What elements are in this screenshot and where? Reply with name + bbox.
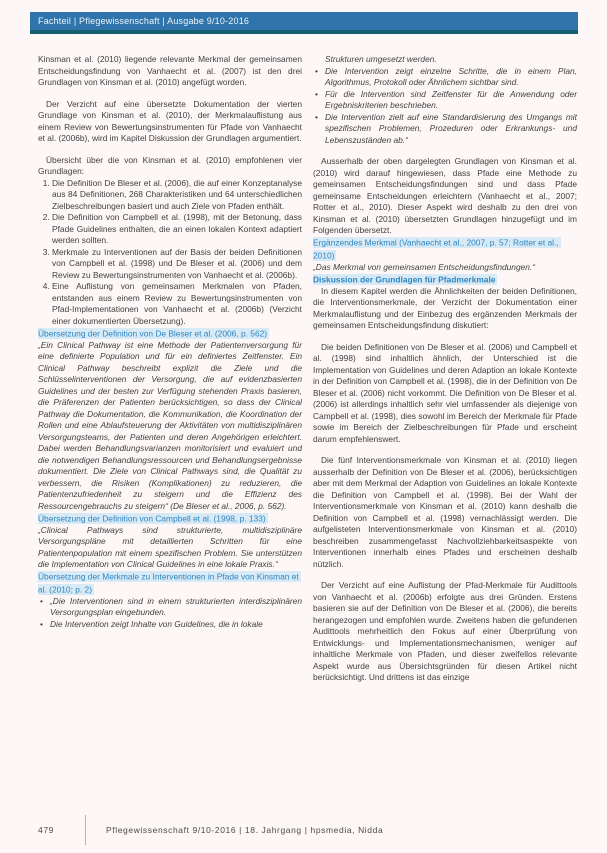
paragraph-definitionen: Die beiden Definitionen von De Bleser et al. (2006) und Campbell et al. (1998) sind inhaltlich ähnlich, der Unterschied ist die Implementation von Guidelines und deren Adaption an lokale Kontexte in der Definition von Campbell et al. (1998), die in der Definition von De Bleser et al. (2006) nicht vorkommt. Die Definition von De Bleser et al. (2006) ist allerdings inhaltlich sehr viel umfassender als diejenige von Campbell et al. (1998), dies sowohl im Bereich der Merkmale für Pfade sowie im Bereich der Zielbeschreibungen für Pfade und erscheint darum empfehlenswert. [313,341,577,444]
paragraph-continuation: Kinsman et al. (2010) liegende relevante Merkmal der gemeinsamen Entscheidungsfindung von Vanhaecht et al. (2007) ist den drei Grundlagen von Kinsman et al. (2010) angefügt worden. [38,54,302,87]
list-intro: Übersicht über die von Kinsman et al. (2010) empfohlenen vier Grundlagen: [38,154,302,176]
header-breadcrumb: Fachteil | Pflegewissenschaft | Ausgabe 9/10-2016 [38,16,250,26]
paragraph-verzicht: Der Verzicht auf eine übersetzte Dokumentation der vierten Grundlage von Kinsman et al. (2010), der Merkmalauflistung aus einem Review von Bewertungsinstrumenten für Pfade von Vanhaecht et al. (2006b), wird im Kapitel Diskussion der Grundlagen argumentiert. [38,98,302,143]
page-footer [38,815,578,845]
right-column [313,54,577,802]
quote-debleser: „Ein Clinical Pathway ist eine Methode der Patientenversorgung für eine definierte Population und für ein definiertes Zeitfenster. Ein Clinical Pathway beschreibt explizit die Ziele und die Schlüsselinterventionen der Versorgung, die auf evidenzbasierten Guidelines und der besten zur Verfügung stehenden Praxis basieren, die Präferenzen der Patienten berücksichtigen, so dass der Clinical Pathway die Dokumentation, die Kommunikation, die Koordination der Rollen und eine Ablaufsteuerung der Aktivitäten von multidisziplinären Versorgungsteams, der Patienten und deren Angehörigen erleichtert. Dabei werden Behandlungsvarianzen monitorisiert und evaluiert und die notwendigen Behandlungsressourcen und Behandlungsergebnisse dokumentiert. Die Ziele von Clinical Pathways sind, die Qualität zu verbessern, die Risiken (Komplikationen) zu reduzieren, die Patientenzufriedenheit zu steigern und die Effizienz des Ressourcengebrauchs zu steigern“ (De Bleser et al., 2006, p. 562). [38,339,302,511]
bullet-item: • Die Intervention zeigt einzelne Schritte, die in einem Plan, Algorithmus, Protokoll oder Ähnlichem sichtbar sind. [325,66,577,89]
heading-ergaenzendes-merkmal: Ergänzendes Merkmal (Vanhaecht et al., 2007, p. 57; Rotter et al., 2010) [313,237,559,260]
paragraph-kapitel: In diesem Kapitel werden die Ähnlichkeiten der beiden Definitionen, die Interventionsmerkmale, der Verzicht der Dokumentation einer Merkmalauflistung und der Einbezug des ergänzenden Merkmals der gemeinsamen Entscheidungsfindung diskutiert: [313,285,577,330]
grundlagen-list [38,178,302,328]
list-item: 3. Merkmale zu Interventionen auf der Basis der beiden Definitionen von Campbell et al. (1998) und De Bleser et al. (2006) und dem Review zu Bewertungsinstrumenten von Vanhaecht et al. (2006b). [52,247,302,282]
heading-campbell: Übersetzung der Definition von Campbell et al. (1998, p. 133) [38,513,266,523]
left-column [38,54,302,802]
list-item: 4. Eine Auflistung von gemeinsamen Merkmalen von Pfaden, entstanden aus einem Review zu Bewertungsinstrumenten von Pfad-Implementationen von Vanhaecht et al. (2006b) (Verzicht einer dokumentierten Übersetzung). [52,281,302,327]
paragraph-verzicht-audittools: Der Verzicht auf eine Auflistung der Pfad-Merkmale für Audittools von Vanhaecht et al. (2006b) erfolgte aus drei Gründen. Erstens basieren sie auf der Definition von De Bleser et al. (2006), die bereits herangezogen und empfohlen wurde. Zweitens haben die gefundenen Audittools mehrheitlich den Fokus auf einer Überprüfung von Entwicklungs- und Implementationsmechanismen, weniger auf inhaltliche Merkmale von Pfaden, und dieser zweifellos relevante Aspekt wurde aus Übersichtsgründen für diesen Artikel nicht berücksichtigt. Und drittens ist das einzige [313,580,577,682]
list-item: 1. Die Definition De Bleser et al. (2006), die auf einer Konzeptanalyse aus 84 Definitionen, 268 Charakteristiken und 64 unterschiedlichen Zielbeschreibungen basiert und auch Ziele von Pfaden enthält. [52,178,302,213]
interventionen-bullets-right [313,66,577,147]
paragraph-ausserhalb: Ausserhalb der oben dargelegten Grundlagen von Kinsman et al. (2010) wird darauf hingewiesen, dass Pfade eine Methode zu gemeinsamen Entscheidungsfindungen sind und dass Pfade gemeinsame Entscheidungen erleichtern (Vanhaecht et al., 2007; Rotter et al., 2010). Dieser Aspekt wird deshalb zu den drei von Kinsman et al. (2010) übersetzten Grundlagen hinzugefügt und im Folgenden übersetzt. [313,156,577,235]
list-item: 2. Die Definition von Campbell et al. (1998), mit der Betonung, dass Pfade Guidelines enthalten, die an einen lokalen Kontext adaptiert werden sollten. [52,212,302,247]
bullet-continuation-line: Strukturen umgesetzt werden. [325,54,437,64]
bullet-item: • Die Intervention zeigt Inhalte von Guidelines, die in lokale [50,619,302,631]
page-number: 479 [38,825,54,835]
footer-divider [85,815,86,845]
section-heading-diskussion: Diskussion der Grundlagen für Pfadmerkmale [313,274,496,284]
quote-campbell: „Clinical Pathways sind strukturierte, multidisziplinäre Versorgungspläne mit detaillierten Schritten für eine Patientenpopulation mit einem spezifischen Problem. Sie unterstützen die Implementation von Clinical Guidelines in eine lokale Praxis.“ [38,524,302,569]
page-header-bar [30,12,578,34]
bullet-item: • Die Intervention zielt auf eine Standardisierung des Umgangs mit spezifischen Problemen, Prozeduren oder Erkrankungs- und Lebenszuständen ab.“ [325,112,577,147]
heading-debleser: Übersetzung der Definition von De Bleser et al. (2006, p. 562) [38,328,268,338]
interventionen-bullets-left [38,596,302,631]
bullet-item: • „Die Interventionen sind in einem strukturierten interdisziplinären Versorgungsplan eingebunden. [50,596,302,619]
two-column-body [38,54,578,802]
paragraph-interventionsmerkmale: Die fünf Interventionsmerkmale von Kinsman et al. (2010) liegen ausserhalb der Definition von De Bleser et al. (2006), berücksichtigen aber mit dem Merkmal der Adaption von Guidelines an lokale Kontexte die Definition von Campbell et al. (1998). Bei der Wahl der Interventionsmerkmale von Kinsman et al. (2010) kann deshalb die Definition von Campbell et al. (1998) vernachlässigt werden. Die aufgelisteten Interventionsmerkmale von Kinsman et al. (2010) beschreiben zusammengefasst Nachvollziehbarkeitsaspekte von Interventionen innerhalb eines Pfades und erscheinen deshalb nützlich. [313,455,577,569]
footer-journal-line: Pflegewissenschaft 9/10-2016 | 18. Jahrgang | hpsmedia, Nidda [106,825,384,835]
heading-kinsman-merkmale: Übersetzung der Merkmale zu Interventionen in Pfade von Kinsman et al. (2010; p. 2) [38,571,299,594]
bullet-item: • Für die Intervention sind Zeitfenster für die Anwendung oder Ergebniskriterien beschrieben. [325,89,577,112]
quote-ergaenzendes-merkmal: „Das Merkmal von gemeinsamen Entscheidungsfindungen.“ [313,261,536,272]
